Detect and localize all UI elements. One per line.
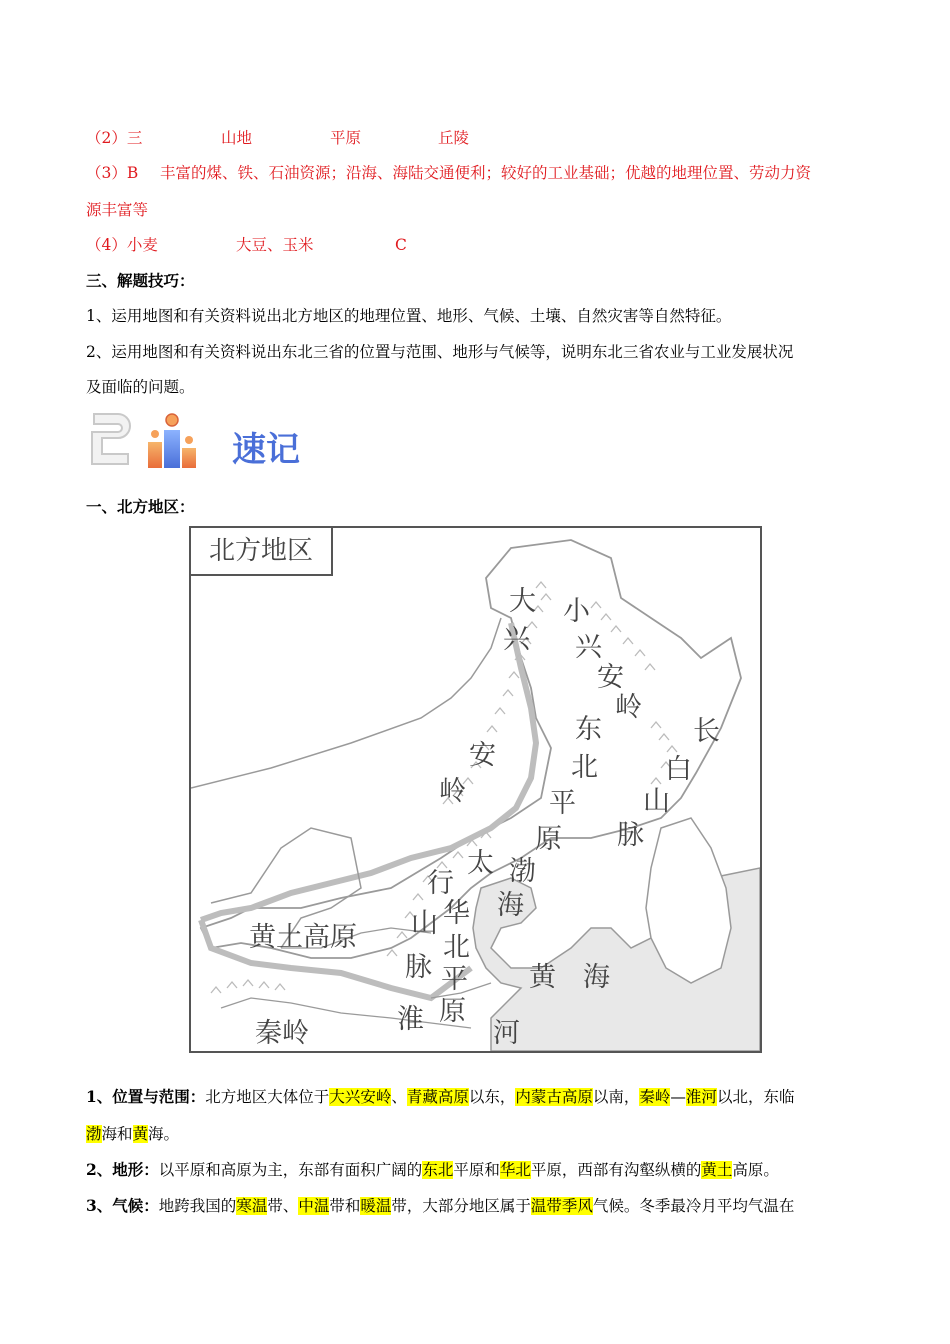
map-label-daxinganling-4: 岭	[439, 776, 466, 807]
point-location	[86, 1078, 866, 1153]
text: 以北，东临	[716, 1088, 795, 1106]
text: 带、	[267, 1197, 299, 1215]
text: 带，大部分地区属于	[391, 1197, 531, 1215]
point-climate-label: 3、气候：	[86, 1196, 159, 1215]
map-label-xiaoxinganling-2: 兴	[575, 632, 602, 663]
text: 地跨我国的	[158, 1197, 237, 1215]
map-label-changbaishan-1: 长	[693, 716, 720, 747]
text: 北方地区大体位于	[205, 1088, 330, 1106]
section1-heading: 一、北方地区：	[86, 497, 195, 516]
highlight: 青藏高原	[406, 1088, 469, 1106]
map-label-huangtu: 黄土高原	[249, 922, 357, 953]
highlight: 温带季风	[530, 1197, 593, 1215]
point-location-label: 1、位置与范围：	[86, 1087, 206, 1106]
text: —	[670, 1088, 686, 1106]
highlight: 寒温	[236, 1197, 268, 1215]
text: 海。	[148, 1125, 180, 1143]
north-region-map	[189, 526, 762, 1053]
map-label-huaihe-2: 河	[493, 1018, 520, 1049]
tips-item-2-cont: 及面临的问题。	[86, 378, 195, 396]
highlight: 华北	[499, 1161, 531, 1179]
map-label-changbaishan-2: 白	[665, 754, 692, 785]
tips-item-2: 2、运用地图和有关资料说出东北三省的位置与范围、地形与气候等，说明东北三省农业与工业发展状况	[86, 343, 794, 361]
map-label-xiaoxinganling-4: 岭	[615, 692, 642, 723]
text: 气候。冬季最冷月平均气温在	[592, 1197, 795, 1215]
highlight: 淮河	[685, 1088, 717, 1106]
map-label-taihang-3: 山	[411, 908, 438, 939]
map-label-dongbeipingyuan-1: 东	[575, 714, 602, 745]
text: 带和	[329, 1197, 361, 1215]
map-label-dongbeipingyuan-2: 北	[571, 752, 598, 783]
point-climate	[86, 1187, 866, 1225]
map-label-dongbeipingyuan-3: 平	[549, 788, 576, 819]
answer-q4-number: （4）小麦	[86, 236, 158, 254]
highlight: 暖温	[360, 1197, 392, 1215]
text: 以东，	[468, 1088, 516, 1106]
map-label-daxinganling-2: 兴	[503, 624, 530, 655]
map-label-xiaoxinganling-3: 安	[597, 662, 624, 693]
answer-q2-a1: 山地	[221, 129, 253, 147]
map-label-changbaishan-3: 山	[643, 786, 670, 817]
map-label-huabei-3: 平	[441, 964, 468, 995]
map-drawing	[191, 528, 760, 1051]
text: 高原。	[732, 1161, 779, 1179]
map-label-huabei-2: 北	[443, 932, 470, 963]
answer-q3-text: 丰富的煤、铁、石油资源；沿海、海陆交通便利；较好的工业基础；优越的地理位置、劳动力资	[160, 164, 812, 182]
map-label-daxinganling-1: 大	[509, 586, 536, 617]
map-label-changbaishan-4: 脉	[617, 820, 644, 851]
answer-q4-a1: 大豆、玉米	[236, 236, 314, 254]
map-label-dongbeipingyuan-4: 原	[535, 824, 562, 855]
map-label-huabei-4: 原	[439, 996, 466, 1027]
point-terrain	[86, 1151, 866, 1189]
section-banner	[88, 408, 318, 472]
text: 以平原和高原为主，东部有面积广阔的	[158, 1161, 423, 1179]
text: 海和	[101, 1125, 133, 1143]
highlight: 秦岭	[639, 1088, 671, 1106]
answer-q2-a3: 丘陵	[438, 129, 470, 147]
map-title: 北方地区	[191, 528, 333, 576]
map-label-huanghai-2: 海	[583, 962, 610, 993]
tips-heading: 三、解题技巧：	[86, 271, 195, 290]
map-label-taihang-2: 行	[427, 868, 454, 899]
map-label-taihang-4: 脉	[405, 952, 432, 983]
answer-q4-a2: C	[395, 236, 407, 254]
map-label-huabei-1: 华	[443, 898, 470, 929]
map-label-qinling: 秦岭	[255, 1018, 309, 1049]
map-label-bohai-2: 海	[497, 890, 524, 921]
highlight: 黄	[132, 1125, 149, 1143]
section-banner-label: 速记	[232, 430, 300, 470]
map-label-taihang-1: 太	[467, 848, 494, 879]
highlight: 黄土	[701, 1161, 733, 1179]
highlight: 东北	[422, 1161, 454, 1179]
text: 以南，	[592, 1088, 640, 1106]
answer-q2-number: （2）三	[86, 129, 143, 147]
highlight: 渤	[86, 1125, 102, 1143]
map-label-xiaoxinganling-1: 小	[563, 596, 590, 627]
highlight: 大兴安岭	[329, 1088, 392, 1106]
point-terrain-label: 2、地形：	[86, 1160, 159, 1179]
map-label-huaihe-1: 淮	[397, 1004, 424, 1035]
highlight: 内蒙古高原	[515, 1088, 593, 1106]
map-label-daxinganling-3: 安	[469, 740, 496, 771]
text: 平原，西部有沟壑纵横的	[530, 1161, 702, 1179]
tips-item-1: 1、运用地图和有关资料说出北方地区的地理位置、地形、气候、土壤、自然灾害等自然特征。	[86, 307, 732, 325]
text: 、	[391, 1088, 407, 1106]
highlight: 中温	[298, 1197, 330, 1215]
map-label-huanghai-1: 黄	[529, 962, 556, 993]
answer-q3-number: （3）B	[86, 164, 139, 182]
map-label-bohai-1: 渤	[509, 856, 536, 887]
answer-q2-a2: 平原	[330, 129, 362, 147]
answer-q3-text-cont: 源丰富等	[86, 201, 149, 219]
text: 平原和	[453, 1161, 500, 1179]
